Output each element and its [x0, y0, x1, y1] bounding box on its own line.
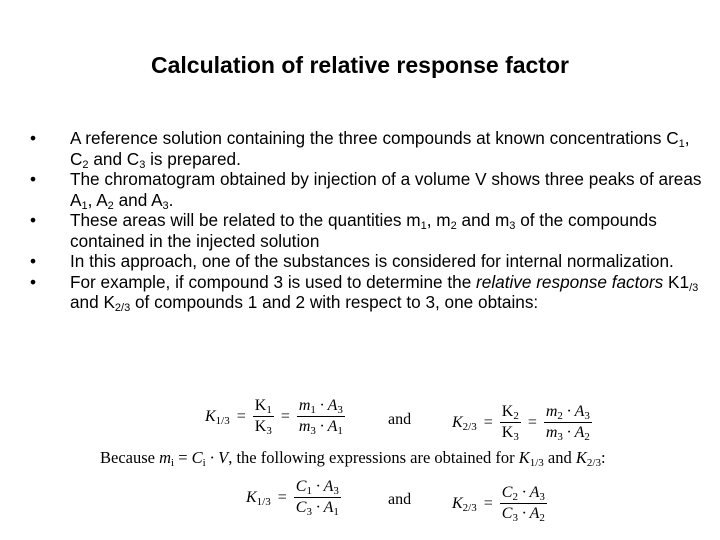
equation-k23-ratio: $K_{2/3}$ = $\frac{K_2}{K_3}$ = $\frac{m_2 \cdot A_3}{m_3 \cdot A_2}$: [452, 403, 590, 443]
bullet-item: • The chromatogram obtained by injection of a volume V shows three peaks of areas $A_1$, $A_2$ and $A_3$.: [30, 169, 702, 210]
bullet-item: • These areas will be related to the quantities $m_1$, $m_2$ and $m_3$ of the compounds contained in the injected solution: [30, 210, 702, 251]
because-line: Because $m_i = C_i \cdot V$, the following expressions are obtained for $K_{1/3}$ and $K_{2/3}$:: [100, 448, 606, 469]
equation-k13-concentration: $K_{1/3}$ = $\frac{C_1 \cdot A_3}{C_3 \cdot A_1}$: [246, 478, 339, 518]
bullet-item: • For example, if compound 3 is used to determine the relative response factors $K1_{/3}$ and $K_{2/3}$ of compounds 1 and 2 with respect to 3, one obtains:: [30, 272, 702, 313]
bullet-list: [30, 128, 702, 313]
bullet-item: • In this approach, one of the substances is considered for internal normalization.: [30, 251, 702, 272]
equation-k13-ratio: $K_{1/3}$ = $\frac{K_1}{K_3}$ = $\frac{m_1 \cdot A_3}{m_3 \cdot A_1}$: [205, 397, 343, 437]
bullet-item: • A reference solution containing the three compounds at known concentrations $C_1$, $C_2$ and $C_3$ is prepared.: [30, 128, 702, 169]
equation-and-2: and: [388, 491, 412, 508]
equation-k23-concentration: $K_{2/3}$ = $\frac{C_2 \cdot A_3}{C_3 \cdot A_2}$: [452, 484, 545, 524]
slide-title: Calculation of relative response factor: [151, 52, 569, 78]
equation-and-1: and: [388, 411, 412, 428]
